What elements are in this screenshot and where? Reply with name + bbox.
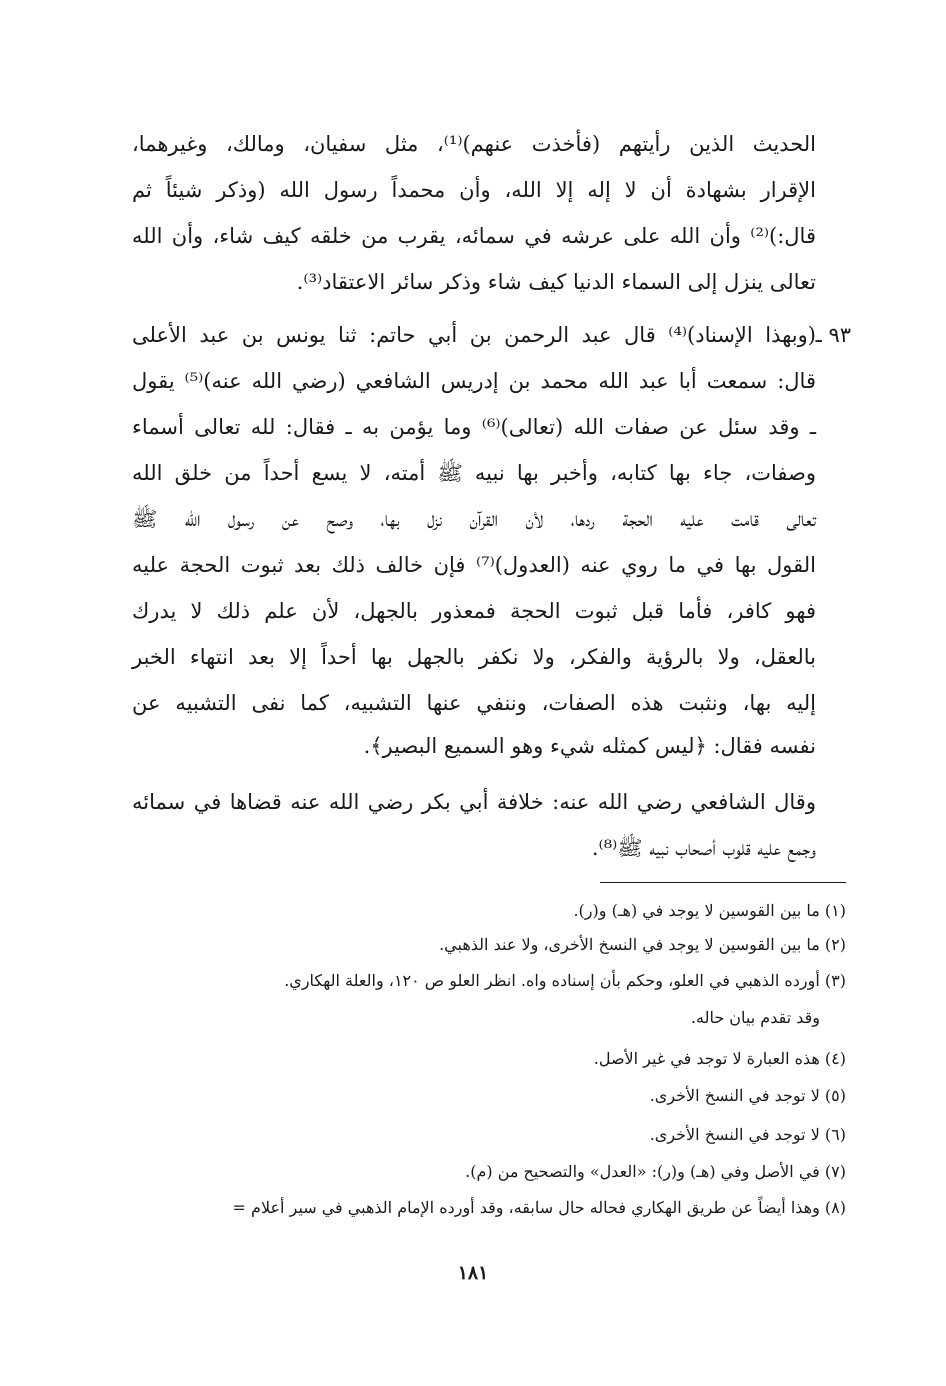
page-number: ١٨١ bbox=[457, 1262, 489, 1284]
item-line: ـ وقد سئل عن صفات الله (تعالى)⁽⁶⁾ وما يؤمن به ـ فقال: لله تعالى أسماء bbox=[132, 415, 816, 439]
item-line: فهو كافر، فأما قبل ثبوت الحجة فمعذور بالجهل، لأن علم ذلك لا يدرك bbox=[132, 599, 816, 623]
intro-line: قال:)⁽²⁾ وأن الله على عرشه في سمائه، يقرب من خلقه كيف شاء، وأن الله bbox=[132, 224, 816, 248]
footnote: (٧) في الأصل وفي (هـ) و(ر): «العدل» والتصحيح من (م). bbox=[465, 1162, 846, 1181]
footnote: (٨) وهذا أيضاً عن طريق الهكاري فحاله حال سابقه، وقد أورده الإمام الذهبي في سير أعلام = bbox=[232, 1198, 846, 1217]
item-number: ٩٣ ـ bbox=[815, 323, 851, 347]
intro-line: الإقرار بشهادة أن لا إله إلا الله، وأن محمداً رسول الله (وذكر شيئاً ثم bbox=[132, 178, 816, 202]
footnote: (٣) أورده الذهبي في العلو، وحكم بأن إسناده واه. انظر العلو ص ١٢٠، والعلة الهكاري. bbox=[284, 971, 846, 990]
footnote: (٤) هذه العبارة لا توجد في غير الأصل. bbox=[593, 1049, 846, 1068]
footnote: (٦) لا توجد في النسخ الأخرى. bbox=[649, 1125, 846, 1144]
footnote: (٥) لا توجد في النسخ الأخرى. bbox=[649, 1086, 846, 1105]
intro-line: تعالى ينزل إلى السماء الدنيا كيف شاء وذكر سائر الاعتقاد⁽³⁾. bbox=[296, 270, 816, 294]
footnote: (١) ما بين القوسين لا يوجد في (هـ) و(ر). bbox=[573, 901, 846, 920]
item-line: نفسه فقال: ﴿ليس كمثله شيء وهو السميع البصير﴾. bbox=[363, 734, 816, 758]
closing-line: وجمع عليه قلوب أصحاب نبيه ﷺ⁽⁸⁾. bbox=[591, 836, 816, 860]
item-line: (وبهذا الإسناد)⁽⁴⁾ قال عبد الرحمن بن أبي حاتم: ثنا يونس بن عبد الأعلى bbox=[132, 323, 816, 347]
item-line: إليه بها، ونثبت هذه الصفات، وننفي عنها التشبيه، كما نفى التشبيه عن bbox=[132, 691, 816, 715]
item-line: بالعقل، ولا بالرؤية والفكر، ولا نكفر بالجهل بها أحداً إلا بعد انتهاء الخبر bbox=[132, 645, 816, 669]
closing-line: وقال الشافعي رضي الله عنه: خلافة أبي بكر رضي الله عنه قضاها في سمائه bbox=[132, 790, 816, 814]
footnote-continuation: وقد تقدم بيان حاله. bbox=[690, 1008, 820, 1027]
item-line: القول بها في ما روي عنه (العدول)⁽⁷⁾ فإن خالف ذلك بعد ثبوت الحجة عليه bbox=[132, 553, 816, 577]
item-line: قال: سمعت أبا عبد الله محمد بن إدريس الشافعي (رضي الله عنه)⁽⁵⁾ يقول bbox=[132, 369, 816, 393]
item-line: تعالى قامت عليه الحجة ردها، لأن القرآن نزل بها، وصح عن رسول الله ﷺ bbox=[132, 507, 816, 531]
intro-line: الحديث الذين رأيتهم (فأخذت عنهم)⁽¹⁾، مثل سفيان، ومالك، وغيرهما، bbox=[132, 132, 816, 156]
footnote-separator bbox=[600, 882, 846, 883]
item-line: وصفات، جاء بها كتابه، وأخبر بها نبيه ﷺ أمته، لا يسع أحداً من خلق الله bbox=[132, 461, 816, 485]
footnote: (٢) ما بين القوسين لا يوجد في النسخ الأخرى، ولا عند الذهبي. bbox=[439, 935, 846, 954]
